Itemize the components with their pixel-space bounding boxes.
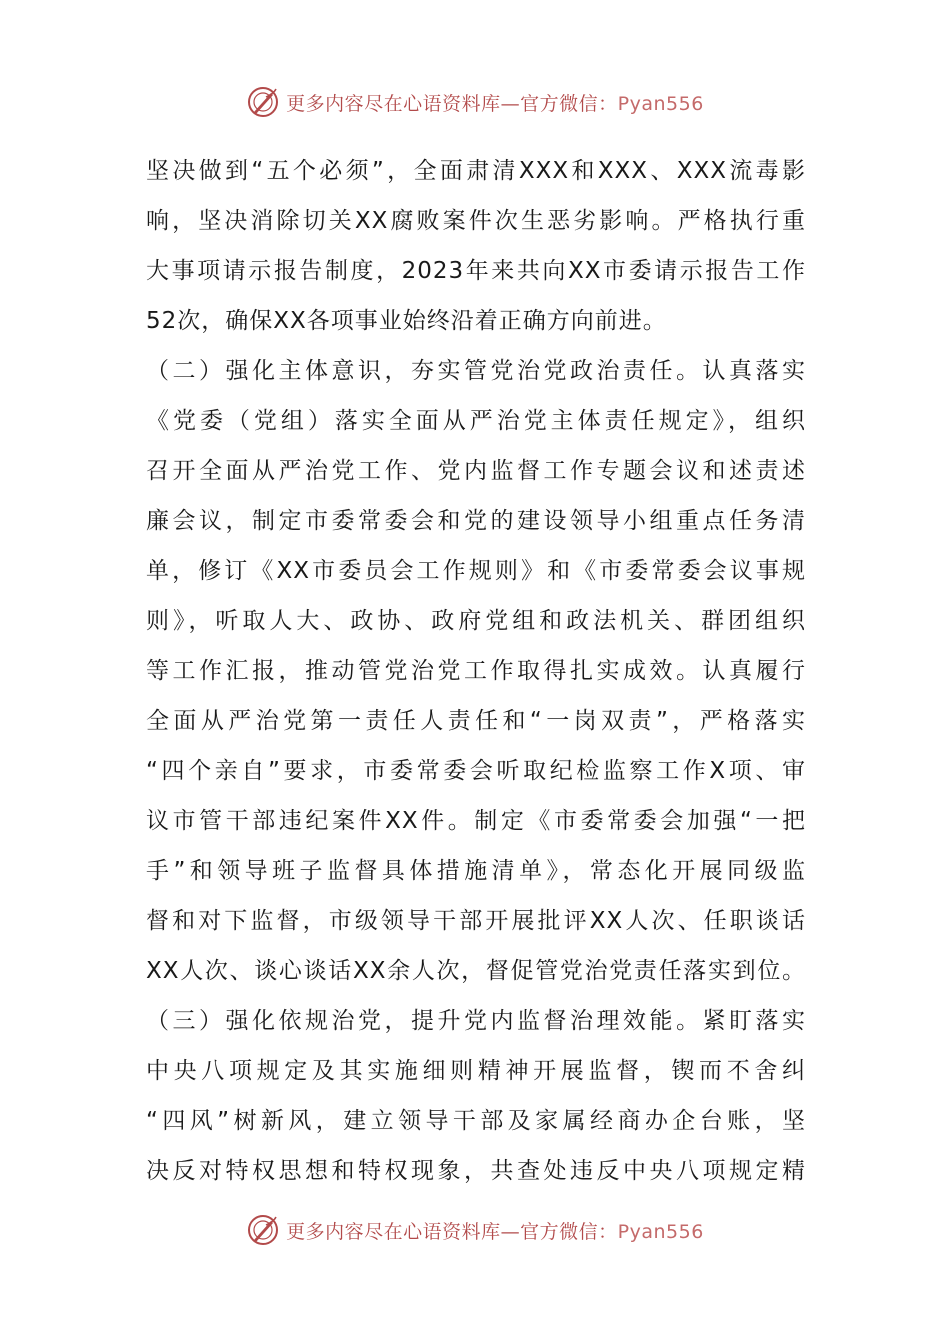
body-line: 单，修订《XX市委员会工作规则》和《市委常委会议事规 (146, 558, 806, 584)
document-body (146, 146, 806, 1196)
body-line: “四风”树新风，建立领导干部及家属经商办企台账，坚 (146, 1108, 806, 1134)
body-line: （二）强化主体意识，夯实管党治党政治责任。认真落实 (146, 358, 806, 384)
body-line: 手”和领导班子监督具体措施清单》，常态化开展同级监 (146, 858, 806, 884)
body-line: 则》，听取人大、政协、政府党组和政法机关、群团组织 (146, 608, 806, 634)
body-line: （三）强化依规治党，提升党内监督治理效能。紧盯落实 (146, 1008, 806, 1034)
body-line: XX人次、谈心谈话XX余人次，督促管党治党责任落实到位。 (146, 958, 806, 984)
body-line: 等工作汇报，推动管党治党工作取得扎实成效。认真履行 (146, 658, 806, 684)
footer-banner-contact: Pyan556 (617, 1220, 704, 1243)
body-line: 坚决做到“五个必须”，全面肃清XXX和XXX、XXX流毒影 (146, 158, 806, 184)
body-line: 召开全面从严治党工作、党内监督工作专题会议和述责述 (146, 458, 806, 484)
body-line: 廉会议，制定市委常委会和党的建设领导小组重点任务清 (146, 508, 806, 534)
body-line: 响，坚决消除切关XX腐败案件次生恶劣影响。严格执行重 (146, 208, 806, 234)
body-line: 中央八项规定及其实施细则精神开展监督，锲而不舍纠 (146, 1058, 806, 1084)
body-line: 决反对特权思想和特权现象，共查处违反中央八项规定精 (146, 1158, 806, 1184)
body-line: “四个亲自”要求，市委常委会听取纪检监察工作X项、审 (146, 758, 806, 784)
header-banner-label: 更多内容尽在心语资料库—官方微信： (286, 92, 618, 115)
footer-banner-label: 更多内容尽在心语资料库—官方微信： (286, 1220, 618, 1243)
body-line: 52次，确保XX各项事业始终沿着正确方向前进。 (146, 308, 667, 334)
body-line: 督和对下监督，市级领导干部开展批评XX人次、任职谈话 (146, 908, 806, 934)
header-banner-text (286, 89, 704, 116)
header-banner-contact: Pyan556 (617, 92, 704, 115)
header-banner (0, 82, 950, 122)
footer-banner-text (286, 1217, 704, 1244)
body-line: 议市管干部违纪案件XX件。制定《市委常委会加强“一把 (146, 808, 806, 834)
body-line: 大事项请示报告制度，2023年来共向XX市委请示报告工作 (146, 258, 806, 284)
quill-logo-icon (246, 85, 280, 119)
body-line: 全面从严治党第一责任人责任和“一岗双责”，严格落实 (146, 708, 806, 734)
body-line: 《党委（党组）落实全面从严治党主体责任规定》，组织 (146, 408, 806, 434)
footer-banner (0, 1210, 950, 1250)
quill-logo-icon (246, 1213, 280, 1247)
